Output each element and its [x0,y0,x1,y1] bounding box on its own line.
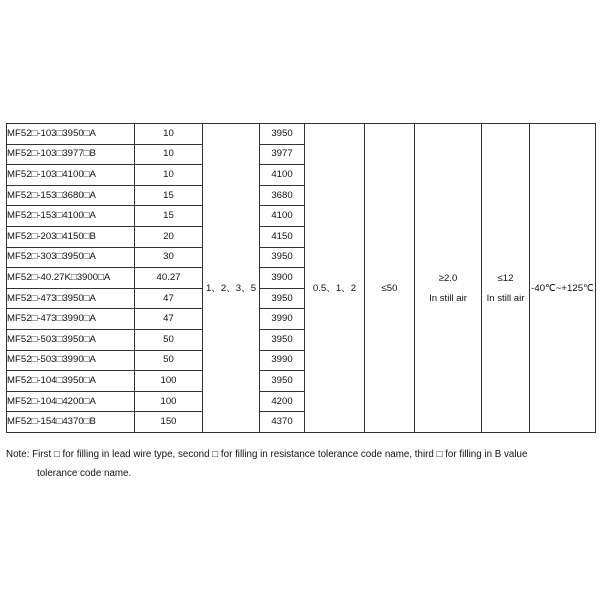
resistance-cell: 20 [135,226,203,247]
resistance-cell: 10 [135,144,203,165]
dissipation-cell: ≥2.0 In still air [415,124,482,433]
model-cell: MF52□-203□4150□B [7,226,135,247]
footnote-line-1: Note: First □ for filling in lead wire type, second □ for filling in resistance tolerance code name, third □ for filling in B value [6,449,528,460]
b-value-cell: 4100 [260,165,305,186]
model-cell: MF52□-303□3950□A [7,247,135,268]
max-power-cell: ≤50 [365,124,415,433]
footnote-line-2: tolerance code name. [37,468,132,479]
resistance-cell: 10 [135,165,203,186]
model-cell: MF52□-503□3990□A [7,350,135,371]
model-cell: MF52□-40.27K□3900□A [7,268,135,289]
model-cell: MF52□-153□3680□A [7,185,135,206]
model-cell: MF52□-103□3950□A [7,124,135,145]
resistance-cell: 50 [135,329,203,350]
b-value-cell: 4370 [260,412,305,433]
resistance-cell: 40.27 [135,268,203,289]
b-value-cell: 3990 [260,309,305,330]
b-value-cell: 4200 [260,391,305,412]
operating-temp-cell: -40℃~+125℃ [530,124,596,433]
model-cell: MF52□-473□3990□A [7,309,135,330]
b-value-cell: 3900 [260,268,305,289]
b-value-cell: 3950 [260,329,305,350]
b-value-cell: 3950 [260,371,305,392]
model-cell: MF52□-153□4100□A [7,206,135,227]
resistance-cell: 10 [135,124,203,145]
resistance-cell: 50 [135,350,203,371]
thermistor-spec-table [6,123,596,433]
footnote [6,445,586,483]
b-value-cell: 3950 [260,124,305,145]
model-cell: MF52□-503□3950□A [7,329,135,350]
time-constant-cell: ≤12 In still air [482,124,530,433]
b-value-cell: 3977 [260,144,305,165]
resistance-cell: 47 [135,288,203,309]
tolerance-cell: 1、2、3、5 [203,124,260,433]
resistance-cell: 100 [135,391,203,412]
model-cell: MF52□-104□3950□A [7,371,135,392]
b-value-cell: 3950 [260,247,305,268]
resistance-cell: 15 [135,185,203,206]
resistance-cell: 30 [135,247,203,268]
model-cell: MF52□-154□4370□B [7,412,135,433]
resistance-cell: 150 [135,412,203,433]
b-tolerance-cell: 0.5、1、2 [305,124,365,433]
resistance-cell: 100 [135,371,203,392]
model-cell: MF52□-103□3977□B [7,144,135,165]
resistance-cell: 47 [135,309,203,330]
b-value-cell: 3950 [260,288,305,309]
table-row [7,124,596,145]
model-cell: MF52□-104□4200□A [7,391,135,412]
resistance-cell: 15 [135,206,203,227]
b-value-cell: 4150 [260,226,305,247]
model-cell: MF52□-103□4100□A [7,165,135,186]
b-value-cell: 3680 [260,185,305,206]
b-value-cell: 3990 [260,350,305,371]
model-cell: MF52□-473□3950□A [7,288,135,309]
b-value-cell: 4100 [260,206,305,227]
